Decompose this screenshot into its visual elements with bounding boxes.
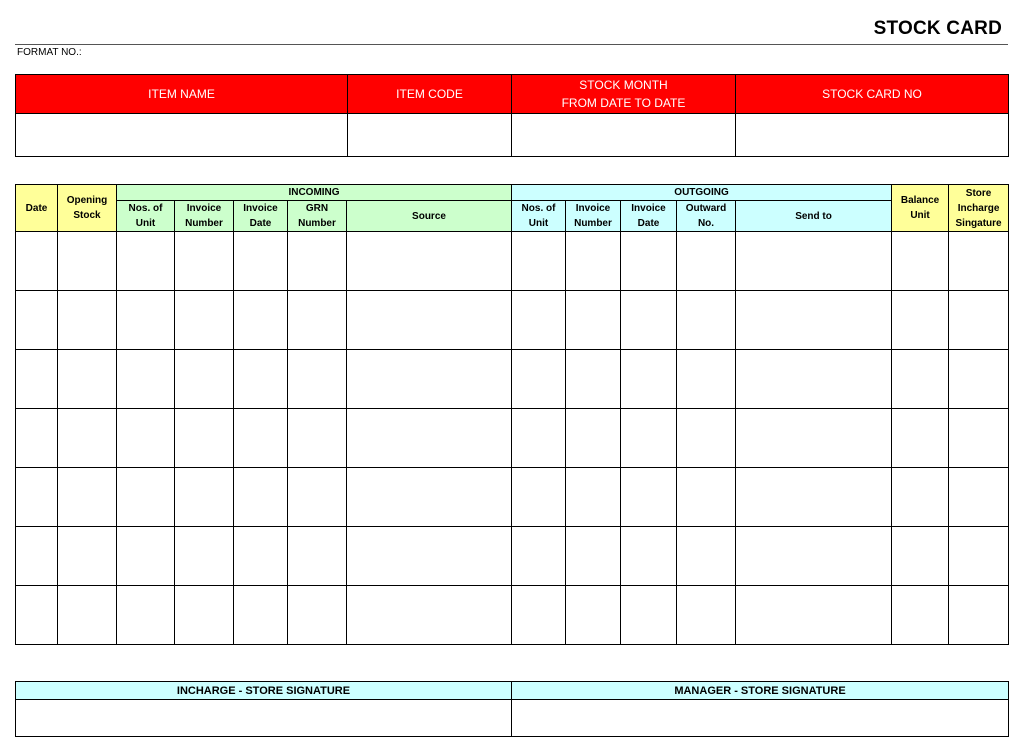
outgoing-invoice-date-cell[interactable]	[621, 350, 677, 409]
table-row	[16, 409, 1009, 468]
incoming-invoice-date-cell[interactable]	[234, 291, 288, 350]
outgoing-outward-no-cell[interactable]	[677, 586, 736, 645]
table-row	[16, 350, 1009, 409]
balance-unit-cell[interactable]	[892, 586, 949, 645]
balance-unit-cell[interactable]	[892, 409, 949, 468]
date-cell[interactable]	[16, 586, 58, 645]
incoming-source-cell[interactable]	[347, 586, 512, 645]
incoming-grn-number-cell[interactable]	[288, 409, 347, 468]
outgoing-send-to-cell[interactable]	[736, 586, 892, 645]
incoming-invoice-number-cell[interactable]	[175, 468, 234, 527]
incoming-invoice-number-cell[interactable]	[175, 350, 234, 409]
outgoing-send-to-header: Send to	[736, 201, 892, 232]
stock-card-no-field[interactable]	[736, 114, 1009, 157]
item-code-header: ITEM CODE	[348, 75, 512, 114]
incoming-nos-of-unit-header: Nos. of Unit	[117, 201, 175, 232]
outgoing-outward-no-cell[interactable]	[677, 350, 736, 409]
incoming-grn-number-cell[interactable]	[288, 350, 347, 409]
incoming-invoice-number-cell[interactable]	[175, 586, 234, 645]
item-info-table	[15, 74, 1009, 157]
incoming-invoice-date-cell[interactable]	[234, 350, 288, 409]
outgoing-nos-of-unit-header: Nos. of Unit	[512, 201, 566, 232]
outgoing-invoice-number-cell[interactable]	[566, 586, 621, 645]
outgoing-send-to-cell[interactable]	[736, 350, 892, 409]
store-incharge-signature-cell[interactable]	[949, 527, 1009, 586]
outgoing-outward-no-cell[interactable]	[677, 409, 736, 468]
stock-ledger-table	[15, 184, 1009, 645]
date-cell[interactable]	[16, 468, 58, 527]
incoming-invoice-date-cell[interactable]	[234, 232, 288, 291]
item-code-field[interactable]	[348, 114, 512, 157]
incoming-source-cell[interactable]	[347, 350, 512, 409]
date-cell[interactable]	[16, 409, 58, 468]
store-incharge-signature-header: Store Incharge Singature	[949, 185, 1009, 232]
incoming-source-header: Source	[347, 201, 512, 232]
opening-stock-cell[interactable]	[58, 350, 117, 409]
table-row	[16, 291, 1009, 350]
opening-stock-header: Opening Stock	[58, 185, 117, 232]
outgoing-invoice-number-cell[interactable]	[566, 527, 621, 586]
table-row	[16, 527, 1009, 586]
outgoing-invoice-date-cell[interactable]	[621, 291, 677, 350]
outgoing-send-to-cell[interactable]	[736, 468, 892, 527]
incoming-invoice-number-header: Invoice Number	[175, 201, 234, 232]
table-row	[16, 468, 1009, 527]
outgoing-invoice-number-cell[interactable]	[566, 291, 621, 350]
balance-unit-cell[interactable]	[892, 468, 949, 527]
table-row	[16, 232, 1009, 291]
opening-stock-cell[interactable]	[58, 527, 117, 586]
outgoing-invoice-date-cell[interactable]	[621, 409, 677, 468]
store-incharge-signature-cell[interactable]	[949, 586, 1009, 645]
incoming-source-cell[interactable]	[347, 527, 512, 586]
incoming-invoice-number-cell[interactable]	[175, 291, 234, 350]
outgoing-invoice-date-header: Invoice Date	[621, 201, 677, 232]
balance-unit-cell[interactable]	[892, 232, 949, 291]
manager-signature-field[interactable]	[512, 700, 1009, 737]
outgoing-nos-of-unit-cell[interactable]	[512, 586, 566, 645]
outgoing-outward-no-cell[interactable]	[677, 527, 736, 586]
outgoing-outward-no-cell[interactable]	[677, 232, 736, 291]
outgoing-invoice-number-cell[interactable]	[566, 468, 621, 527]
incoming-invoice-date-header: Invoice Date	[234, 201, 288, 232]
stock-month-header: STOCK MONTH FROM DATE TO DATE	[512, 75, 736, 114]
incoming-invoice-number-cell[interactable]	[175, 527, 234, 586]
incoming-grn-number-cell[interactable]	[288, 232, 347, 291]
table-row	[16, 586, 1009, 645]
date-cell[interactable]	[16, 291, 58, 350]
incoming-source-cell[interactable]	[347, 232, 512, 291]
date-cell[interactable]	[16, 350, 58, 409]
incoming-nos-of-unit-cell[interactable]	[117, 350, 175, 409]
outgoing-outward-no-cell[interactable]	[677, 468, 736, 527]
ledger-header-row-sub	[16, 201, 1009, 232]
outgoing-outward-no-header: Outward No.	[677, 201, 736, 232]
outgoing-invoice-number-cell[interactable]	[566, 350, 621, 409]
outgoing-nos-of-unit-cell[interactable]	[512, 468, 566, 527]
outgoing-header: OUTGOING	[512, 185, 892, 201]
incoming-nos-of-unit-cell[interactable]	[117, 527, 175, 586]
outgoing-invoice-number-cell[interactable]	[566, 232, 621, 291]
outgoing-nos-of-unit-cell[interactable]	[512, 527, 566, 586]
signature-table	[15, 681, 1009, 737]
outgoing-invoice-date-cell[interactable]	[621, 468, 677, 527]
incoming-grn-number-header: GRN Number	[288, 201, 347, 232]
outgoing-invoice-date-cell[interactable]	[621, 586, 677, 645]
outgoing-invoice-number-cell[interactable]	[566, 409, 621, 468]
balance-unit-cell[interactable]	[892, 527, 949, 586]
format-number-label: FORMAT NO.:	[17, 47, 82, 58]
outgoing-send-to-cell[interactable]	[736, 232, 892, 291]
item-name-field[interactable]	[16, 114, 348, 157]
incoming-grn-number-cell[interactable]	[288, 291, 347, 350]
ledger-header-row-top	[16, 185, 1009, 201]
incoming-nos-of-unit-cell[interactable]	[117, 468, 175, 527]
title-divider	[15, 44, 1008, 45]
item-info-header-row	[16, 75, 1009, 114]
outgoing-nos-of-unit-cell[interactable]	[512, 409, 566, 468]
incoming-invoice-date-cell[interactable]	[234, 468, 288, 527]
outgoing-send-to-cell[interactable]	[736, 527, 892, 586]
outgoing-nos-of-unit-cell[interactable]	[512, 291, 566, 350]
opening-stock-cell[interactable]	[58, 586, 117, 645]
opening-stock-cell[interactable]	[58, 409, 117, 468]
incharge-store-signature-header: INCHARGE - STORE SIGNATURE	[16, 682, 512, 700]
outgoing-outward-no-cell[interactable]	[677, 291, 736, 350]
incharge-signature-field[interactable]	[16, 700, 512, 737]
outgoing-invoice-number-header: Invoice Number	[566, 201, 621, 232]
outgoing-nos-of-unit-cell[interactable]	[512, 350, 566, 409]
item-name-header: ITEM NAME	[16, 75, 348, 114]
signature-entry-row	[16, 700, 1009, 737]
incoming-nos-of-unit-cell[interactable]	[117, 232, 175, 291]
incoming-nos-of-unit-cell[interactable]	[117, 586, 175, 645]
date-header: Date	[16, 185, 58, 232]
incoming-source-cell[interactable]	[347, 409, 512, 468]
opening-stock-cell[interactable]	[58, 291, 117, 350]
outgoing-nos-of-unit-cell[interactable]	[512, 232, 566, 291]
store-incharge-signature-cell[interactable]	[949, 468, 1009, 527]
incoming-header: INCOMING	[117, 185, 512, 201]
date-cell[interactable]	[16, 232, 58, 291]
balance-unit-cell[interactable]	[892, 350, 949, 409]
incoming-source-cell[interactable]	[347, 468, 512, 527]
manager-store-signature-header: MANAGER - STORE SIGNATURE	[512, 682, 1009, 700]
incoming-nos-of-unit-cell[interactable]	[117, 291, 175, 350]
incoming-grn-number-cell[interactable]	[288, 586, 347, 645]
document-title: STOCK CARD	[873, 18, 1002, 39]
incoming-invoice-number-cell[interactable]	[175, 232, 234, 291]
incoming-source-cell[interactable]	[347, 291, 512, 350]
incoming-invoice-date-cell[interactable]	[234, 586, 288, 645]
store-incharge-signature-cell[interactable]	[949, 409, 1009, 468]
date-cell[interactable]	[16, 527, 58, 586]
outgoing-invoice-date-cell[interactable]	[621, 232, 677, 291]
incoming-grn-number-cell[interactable]	[288, 468, 347, 527]
incoming-invoice-date-cell[interactable]	[234, 409, 288, 468]
opening-stock-cell[interactable]	[58, 232, 117, 291]
stock-month-field[interactable]	[512, 114, 736, 157]
store-incharge-signature-cell[interactable]	[949, 232, 1009, 291]
ledger-body	[16, 232, 1009, 645]
incoming-grn-number-cell[interactable]	[288, 527, 347, 586]
balance-unit-cell[interactable]	[892, 291, 949, 350]
incoming-nos-of-unit-cell[interactable]	[117, 409, 175, 468]
stock-card-no-header: STOCK CARD NO	[736, 75, 1009, 114]
outgoing-invoice-date-cell[interactable]	[621, 527, 677, 586]
store-incharge-signature-cell[interactable]	[949, 350, 1009, 409]
store-incharge-signature-cell[interactable]	[949, 291, 1009, 350]
item-info-entry-row	[16, 114, 1009, 157]
balance-unit-header: Balance Unit	[892, 185, 949, 232]
incoming-invoice-number-cell[interactable]	[175, 409, 234, 468]
signature-header-row	[16, 682, 1009, 700]
opening-stock-cell[interactable]	[58, 468, 117, 527]
incoming-invoice-date-cell[interactable]	[234, 527, 288, 586]
outgoing-send-to-cell[interactable]	[736, 291, 892, 350]
outgoing-send-to-cell[interactable]	[736, 409, 892, 468]
